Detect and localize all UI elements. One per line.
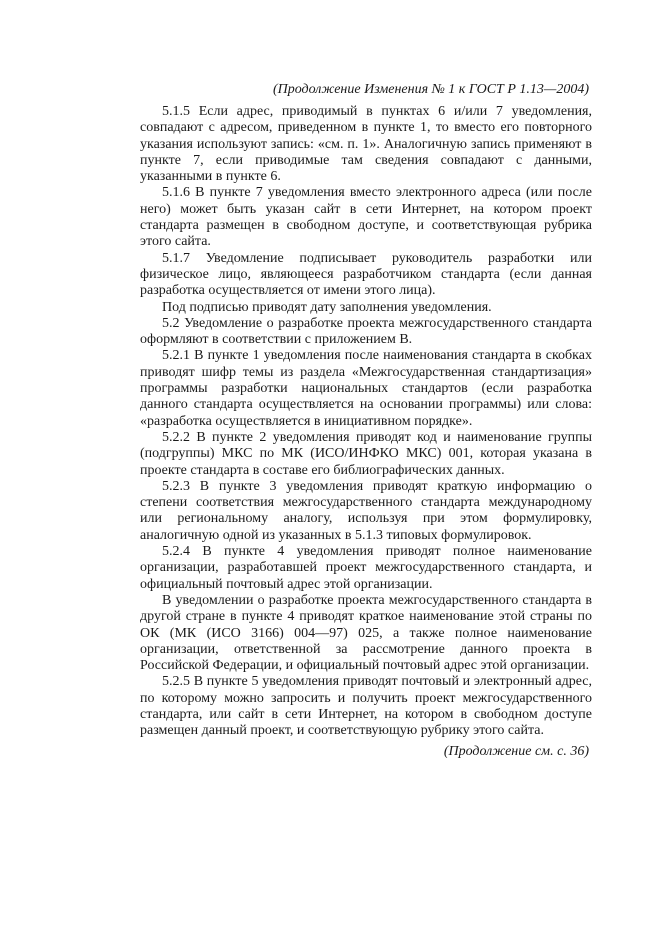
clause-5-2-4: 5.2.4 В пункте 4 уведомления приводят полное наименование организации, разработавшей проект межгосударственного стандарта, и официальный почтовый адрес этой организации.: [140, 544, 592, 592]
clause-5-2-3: 5.2.3 В пункте 3 уведомления приводят краткую информацию о степени соответствия межгосударственного стандарта международному или региональному аналогу, используя при этом формулировку, аналогичную одной из указанных в 5.1.3 типовых формулировок.: [140, 478, 592, 543]
clause-5-1-7: 5.1.7 Уведомление подписывает руководитель разработки или физическое лицо, являющееся разработчиком стандарта (если данная разработка осуществляется от имени этого лица).: [140, 250, 592, 299]
continuation-header: (Продолжение Изменения № 1 к ГОСТ Р 1.13—2004): [272, 82, 589, 97]
clause-5-1-5: 5.1.5 Если адрес, приводимый в пунктах 6 и/или 7 уведомления, совпадают с адресом, приведенном в пункте 1, то вместо его повторного указания используют запись: «см. п. 1». Аналогичную запись применяют в пункте 7, если приводимые там сведения совпадают с данными, указанными в пункте 6.: [140, 104, 592, 185]
clause-5-2-5: 5.2.5 В пункте 5 уведомления приводят почтовый и электронный адрес, по которому можно запросить и получить проект межгосударственного стандарта, или сайт в сети Интернет, на котором в свободном доступе размещен данный проект, и соответствующую рубрику этого сайта.: [140, 674, 592, 739]
clause-5-1-6: 5.1.6 В пункте 7 уведомления вместо электронного адреса (или после него) может быть указан сайт в сети Интернет, на котором проект стандарта размещен в свободном доступе, и соответствующая рубрика этого сайта.: [140, 185, 592, 250]
clause-5-2-4-other-country: В уведомлении о разработке проекта межгосударственного стандарта в другой стране в пункте 4 приводят краткое наименование этой страны по ОК (МК (ИСО 3166) 004—97) 025, а также полное наименование организации, ответственной за рассмотрение данного проекта в Российской Федерации, и официальный почтовый адрес этой организации.: [140, 592, 592, 674]
clause-5-1-7-note: Под подписью приводят дату заполнения уведомления.: [162, 299, 492, 315]
clause-5-2: 5.2 Уведомление о разработке проекта межгосударственного стандарта оформляют в соответствии с приложением В.: [140, 315, 592, 348]
clause-5-2-1: 5.2.1 В пункте 1 уведомления после наименования стандарта в скобках приводят шифр темы из раздела «Межгосударственная стандартизация» программы разработки национальных стандартов (если разработка данного стандарта осуществляется на основании программы) или слова: «разработка осуществляется в инициативном порядке».: [140, 348, 592, 429]
document-body: [140, 104, 592, 740]
continuation-footer: (Продолжение см. с. 36): [443, 744, 589, 759]
clause-5-2-2: 5.2.2 В пункте 2 уведомления приводят код и наименование группы (подгруппы) МКС по МК (ИСО/ИНФКО МКС) 001, которая указана в проекте стандарта в составе его библиографических данных.: [140, 429, 592, 478]
